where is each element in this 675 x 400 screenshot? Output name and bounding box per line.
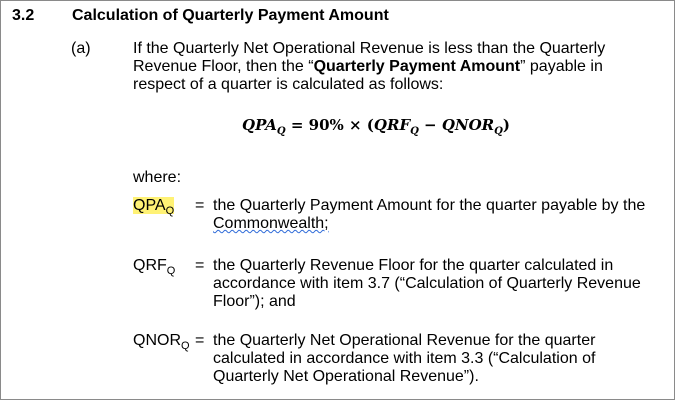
- paragraph-line-1: If the Quarterly Net Operational Revenue is less than the Quarterly: [133, 40, 606, 57]
- definition-text-qnor: [213, 332, 595, 386]
- term-subscript: Q: [166, 265, 176, 278]
- formula-lhs: QPA: [242, 116, 277, 134]
- definition-equals: =: [195, 257, 205, 274]
- spellcheck-underlined-word: Commonwealth;: [213, 215, 329, 232]
- definition-term-qpa: [133, 197, 174, 217]
- paragraph-line-2-pre: Revenue Floor, then the “: [133, 58, 314, 75]
- term-text: QPA: [133, 197, 166, 214]
- definition-line: Quarterly Net Operational Revenue”).: [213, 368, 479, 385]
- formula-term-2: QNOR: [441, 116, 495, 134]
- formula-term-1-sub: Q: [410, 126, 419, 137]
- section-title: Calculation of Quarterly Payment Amount: [72, 7, 389, 24]
- item-paragraph: [133, 40, 605, 94]
- formula-term-1: QRF: [373, 116, 411, 134]
- definition-term-qrf: [133, 257, 175, 277]
- definition-term-qnor: [133, 332, 190, 352]
- definition-line: accordance with item 3.7 (“Calculation of Quarterly Revenue: [213, 275, 641, 292]
- term-subscript: Q: [181, 340, 190, 353]
- definition-line: the Quarterly Net Operational Revenue for the quarter: [213, 332, 596, 349]
- highlighted-term: [133, 197, 175, 218]
- term-text: QNOR: [133, 332, 181, 349]
- paragraph-line-3: respect of a quarter is calculated as follows:: [133, 76, 444, 93]
- section-number: 3.2: [12, 7, 35, 24]
- definition-line: the Quarterly Revenue Floor for the quarter calculated in: [213, 257, 614, 274]
- formula-percent: 90%: [308, 116, 344, 134]
- formula-equals: =: [285, 116, 309, 134]
- definition-line: [213, 215, 645, 233]
- definition-text-qrf: [213, 257, 641, 311]
- paragraph-line-2-post: ” payable in: [520, 58, 603, 75]
- formula-term-2-sub: Q: [494, 126, 503, 137]
- formula-lhs-sub: Q: [276, 126, 286, 137]
- formula-minus: −: [418, 116, 442, 134]
- item-label: (a): [71, 40, 91, 57]
- defined-term-bold: Quarterly Payment Amount: [313, 58, 521, 75]
- definition-equals: =: [195, 332, 205, 349]
- definition-line: the Quarterly Payment Amount for the quarter payable by the: [213, 197, 646, 214]
- definition-equals: =: [195, 197, 205, 214]
- paragraph-line-2: [133, 58, 605, 76]
- term-subscript: Q: [165, 205, 175, 218]
- definition-text-qpa: [213, 197, 645, 233]
- term-text: QRF: [133, 257, 167, 274]
- formula-close: ): [502, 116, 510, 134]
- payment-formula: [242, 116, 510, 137]
- where-label: where:: [133, 169, 182, 186]
- definition-line: Floor”); and: [213, 293, 296, 310]
- formula-times: × (: [343, 116, 374, 134]
- definition-line: calculated in accordance with item 3.3 (“Calculation of: [213, 350, 596, 367]
